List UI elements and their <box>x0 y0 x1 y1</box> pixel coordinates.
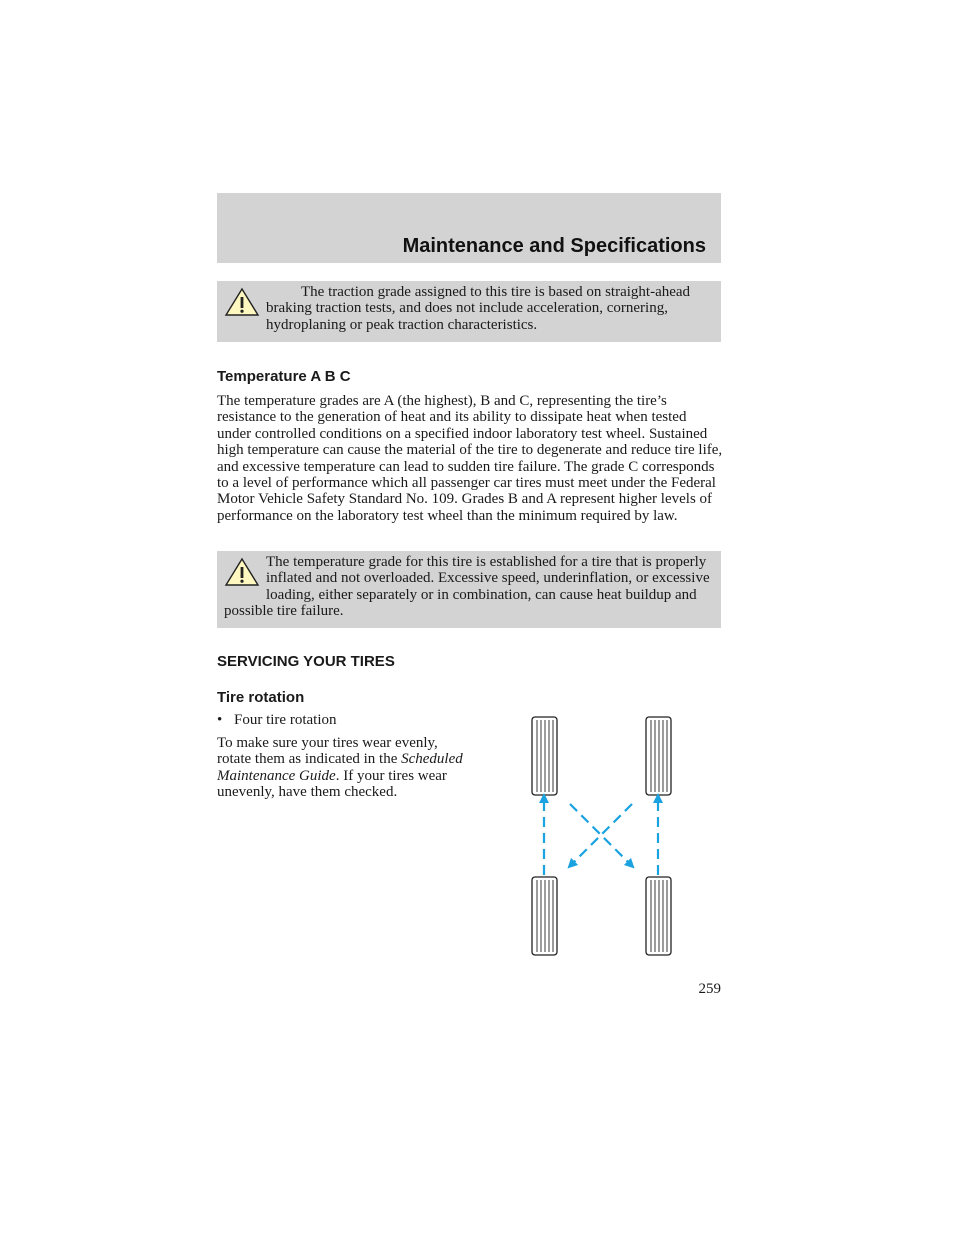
rotation-paragraph <box>217 735 467 801</box>
warning-text: The traction grade assigned to this tire is based on straight-ahead braking traction tests, and does not include acceleration, cornering, hydroplaning or peak traction characteristics. <box>266 284 691 333</box>
list-item <box>217 712 336 729</box>
warning-triangle-icon <box>224 557 260 587</box>
tire-front-right <box>646 717 671 795</box>
page-title: Maintenance and Specifications <box>402 235 706 257</box>
tire-rear-right <box>646 877 671 955</box>
tire-rear-left <box>532 877 557 955</box>
page-number: 259 <box>698 981 721 997</box>
arrow-front-left-to-rear-right <box>570 804 631 865</box>
warning-triangle-icon <box>224 287 260 317</box>
bullet-icon: • <box>217 712 223 728</box>
bullet-text: Four tire rotation <box>234 712 337 728</box>
header-band <box>217 193 721 263</box>
warning-box-traction <box>217 281 721 342</box>
subheading-tire-rotation: Tire rotation <box>217 689 305 706</box>
temperature-paragraph: The temperature grades are A (the highest), B and C, representing the tire’s resistance to the generation of heat and its ability to dissipate heat when tested under controlled conditions on a specified indoor laboratory test wheel. Sustained high temperature can cause the material of the tire to degenerate and reduce tire life, and excessive temperature can lead to sudden tire failure. The grade C corresponds to a level of performance which all passenger car tires must meet under the Federal Motor Vehicle Safety Standard No. 109. Grades B and A represent higher levels of performance on the laboratory test wheel than the minimum required by law. <box>217 393 723 524</box>
tire-rotation-diagram <box>520 710 680 960</box>
rotation-text-start: To make sure your tires wear evenly, rotate them as indicated in the <box>217 735 438 768</box>
section-heading-servicing: SERVICING YOUR TIRES <box>217 653 395 670</box>
rotation-text-end: . If your tires wear unevenly, have them checked. <box>217 767 447 801</box>
scheduled-maintenance-guide-reference: Scheduled Maintenance Guide <box>217 751 463 784</box>
section-heading-temperature: Temperature A B C <box>217 368 351 385</box>
tire-front-left <box>532 717 557 795</box>
arrow-front-right-to-rear-left <box>571 804 632 865</box>
warning-text: The temperature grade for this tire is established for a tire that is properly inflated and not overloaded. Excessive speed, underinflation, or excessive loading, either separately or in combination, can cause heat buildup and possible tire failure. <box>224 554 710 620</box>
warning-box-temperature <box>217 551 721 628</box>
